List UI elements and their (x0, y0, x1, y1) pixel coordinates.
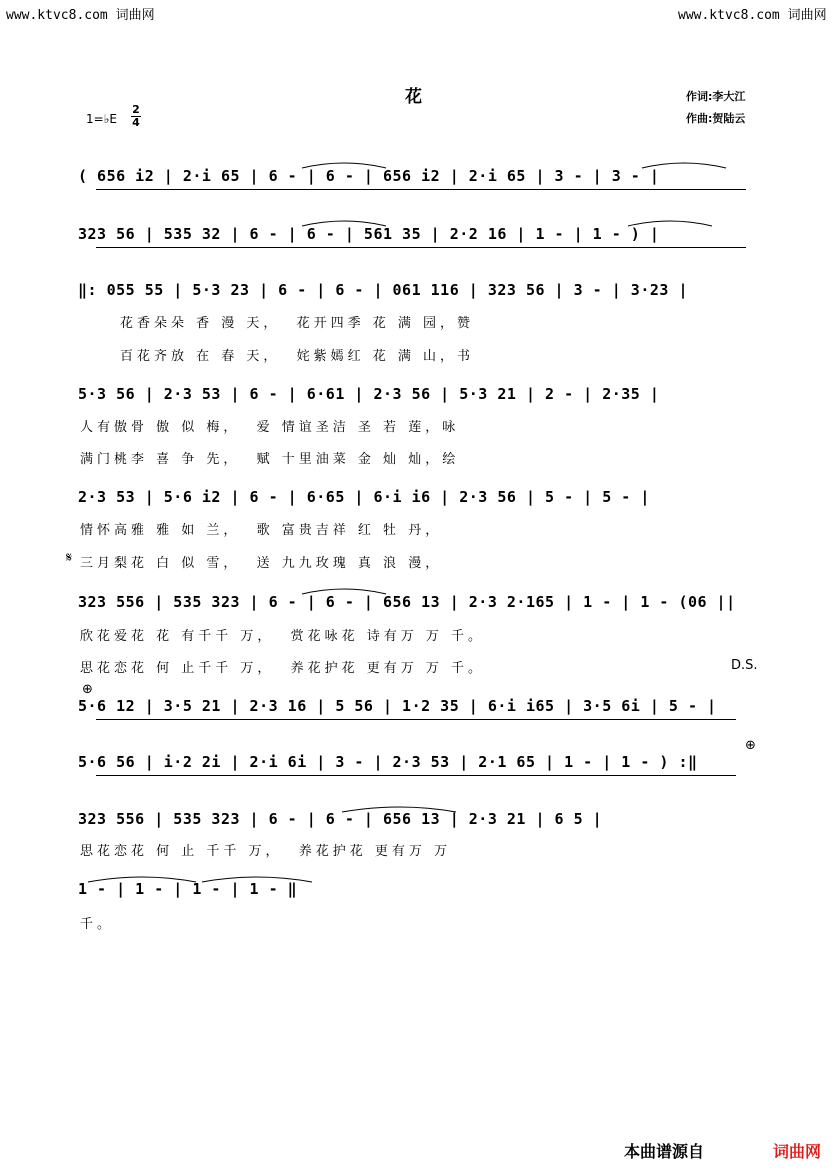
score-line-1: ( 656 i2 | 2·i 65 | 6 - | 6 - | 656 i2 | 2·i 65 | 3 - | 3 - | (78, 167, 660, 185)
score-line-10: 1 - | 1 - | 1 - | 1 - ‖ (78, 880, 298, 898)
lyric-verse-2-line-2: 满门桃李 喜 争 先， 赋 十里油菜 金 灿 灿，绘 (80, 452, 460, 467)
score-line-3: ‖: 055 55 | 5·3 23 | 6 - | 6 - | 061 116 | 323 56 | 3 - | 3·23 | (78, 281, 688, 299)
key-signature: 1=♭E (86, 112, 117, 126)
score-line-8: 5·6 56 | i·2 2i | 2·i 6i | 3 - | 2·3 53 | 2·1 65 | 1 - | 1 - ) :‖ (78, 753, 698, 771)
tie-arc (300, 158, 390, 170)
time-signature-top: 2 (132, 103, 140, 116)
lyric-coda-line-2: 千。 (80, 917, 115, 932)
footer-site-logo: 词曲网 (773, 1142, 822, 1161)
ds-mark: D.S. (731, 658, 758, 673)
tie-arc (86, 872, 316, 884)
tie-arc (640, 158, 730, 170)
composer-credit: 作曲:贺陆云 (686, 112, 746, 125)
footer-source-label: 本曲谱源自 (624, 1142, 705, 1161)
lyric-verse-1-line-3: 情怀高雅 雅 如 兰， 歌 富贵吉祥 红 牡 丹， (80, 523, 443, 538)
score-line-4: 5·3 56 | 2·3 53 | 6 - | 6·61 | 2·3 56 | 5·3 21 | 2 - | 2·35 | (78, 385, 660, 403)
lyric-verse-1-line-2: 人有傲骨 傲 似 梅， 爱 情谊圣洁 圣 若 莲，咏 (80, 420, 460, 435)
time-signature (130, 104, 142, 129)
lyricist-credit: 作词:李大江 (686, 90, 746, 103)
tie-arc (626, 216, 716, 228)
tie-arc (340, 802, 460, 814)
lyric-verse-1-line-4: 欣花爱花 花 有千千 万， 赏花咏花 诗有万 万 千。 (80, 629, 486, 644)
beam-underline (96, 247, 746, 248)
watermark-left: www.ktvc8.com 词曲网 (6, 8, 155, 23)
lyric-coda-line-1: 思花恋花 何 止 千千 万， 养花护花 更有万 万 (80, 844, 452, 859)
score-line-2: 323 56 | 535 32 | 6 - | 6 - | 561 35 | 2·2 16 | 1 - | 1 - ) | (78, 225, 660, 243)
tie-arc (300, 584, 390, 596)
lyric-verse-2-line-4: 思花恋花 何 止千千 万， 养花护花 更有万 万 千。 (80, 661, 486, 676)
score-line-5: 2·3 53 | 5·6 i2 | 6 - | 6·65 | 6·i i6 | 2·3 56 | 5 - | 5 - | (78, 488, 650, 506)
score-line-6: 323 556 | 535 323 | 6 - | 6 - | 656 13 | 2·3 2·165 | 1 - | 1 - (06 || (78, 593, 736, 611)
beam-underline (96, 775, 736, 776)
watermark-right: www.ktvc8.com 词曲网 (678, 8, 827, 23)
score-line-9: 323 556 | 535 323 | 6 - | 6 - | 656 13 | 2·3 21 | 6 5 | (78, 810, 603, 828)
time-signature-bottom: 4 (132, 116, 140, 129)
coda-sign: ⊕ (82, 682, 93, 697)
lyric-verse-2-line-1: 百花齐放 在 春 天， 姹紫嫣红 花 满 山，书 (120, 349, 475, 364)
score-line-7: 5·6 12 | 3·5 21 | 2·3 16 | 5 56 | 1·2 35 | 6·i i65 | 3·5 6i | 5 - | (78, 697, 717, 715)
song-title: 花 (405, 87, 422, 107)
lyric-verse-1-line-1: 花香朵朵 香 漫 天， 花开四季 花 满 园，赞 (120, 316, 475, 331)
lyric-verse-2-line-3: 三月梨花 白 似 雪， 送 九九玫瑰 真 浪 漫， (80, 556, 443, 571)
segno-mark: 𝄋 (66, 550, 73, 566)
beam-underline (96, 719, 736, 720)
coda-sign-end: ⊕ (745, 738, 756, 753)
tie-arc (300, 216, 390, 228)
beam-underline (96, 189, 746, 190)
